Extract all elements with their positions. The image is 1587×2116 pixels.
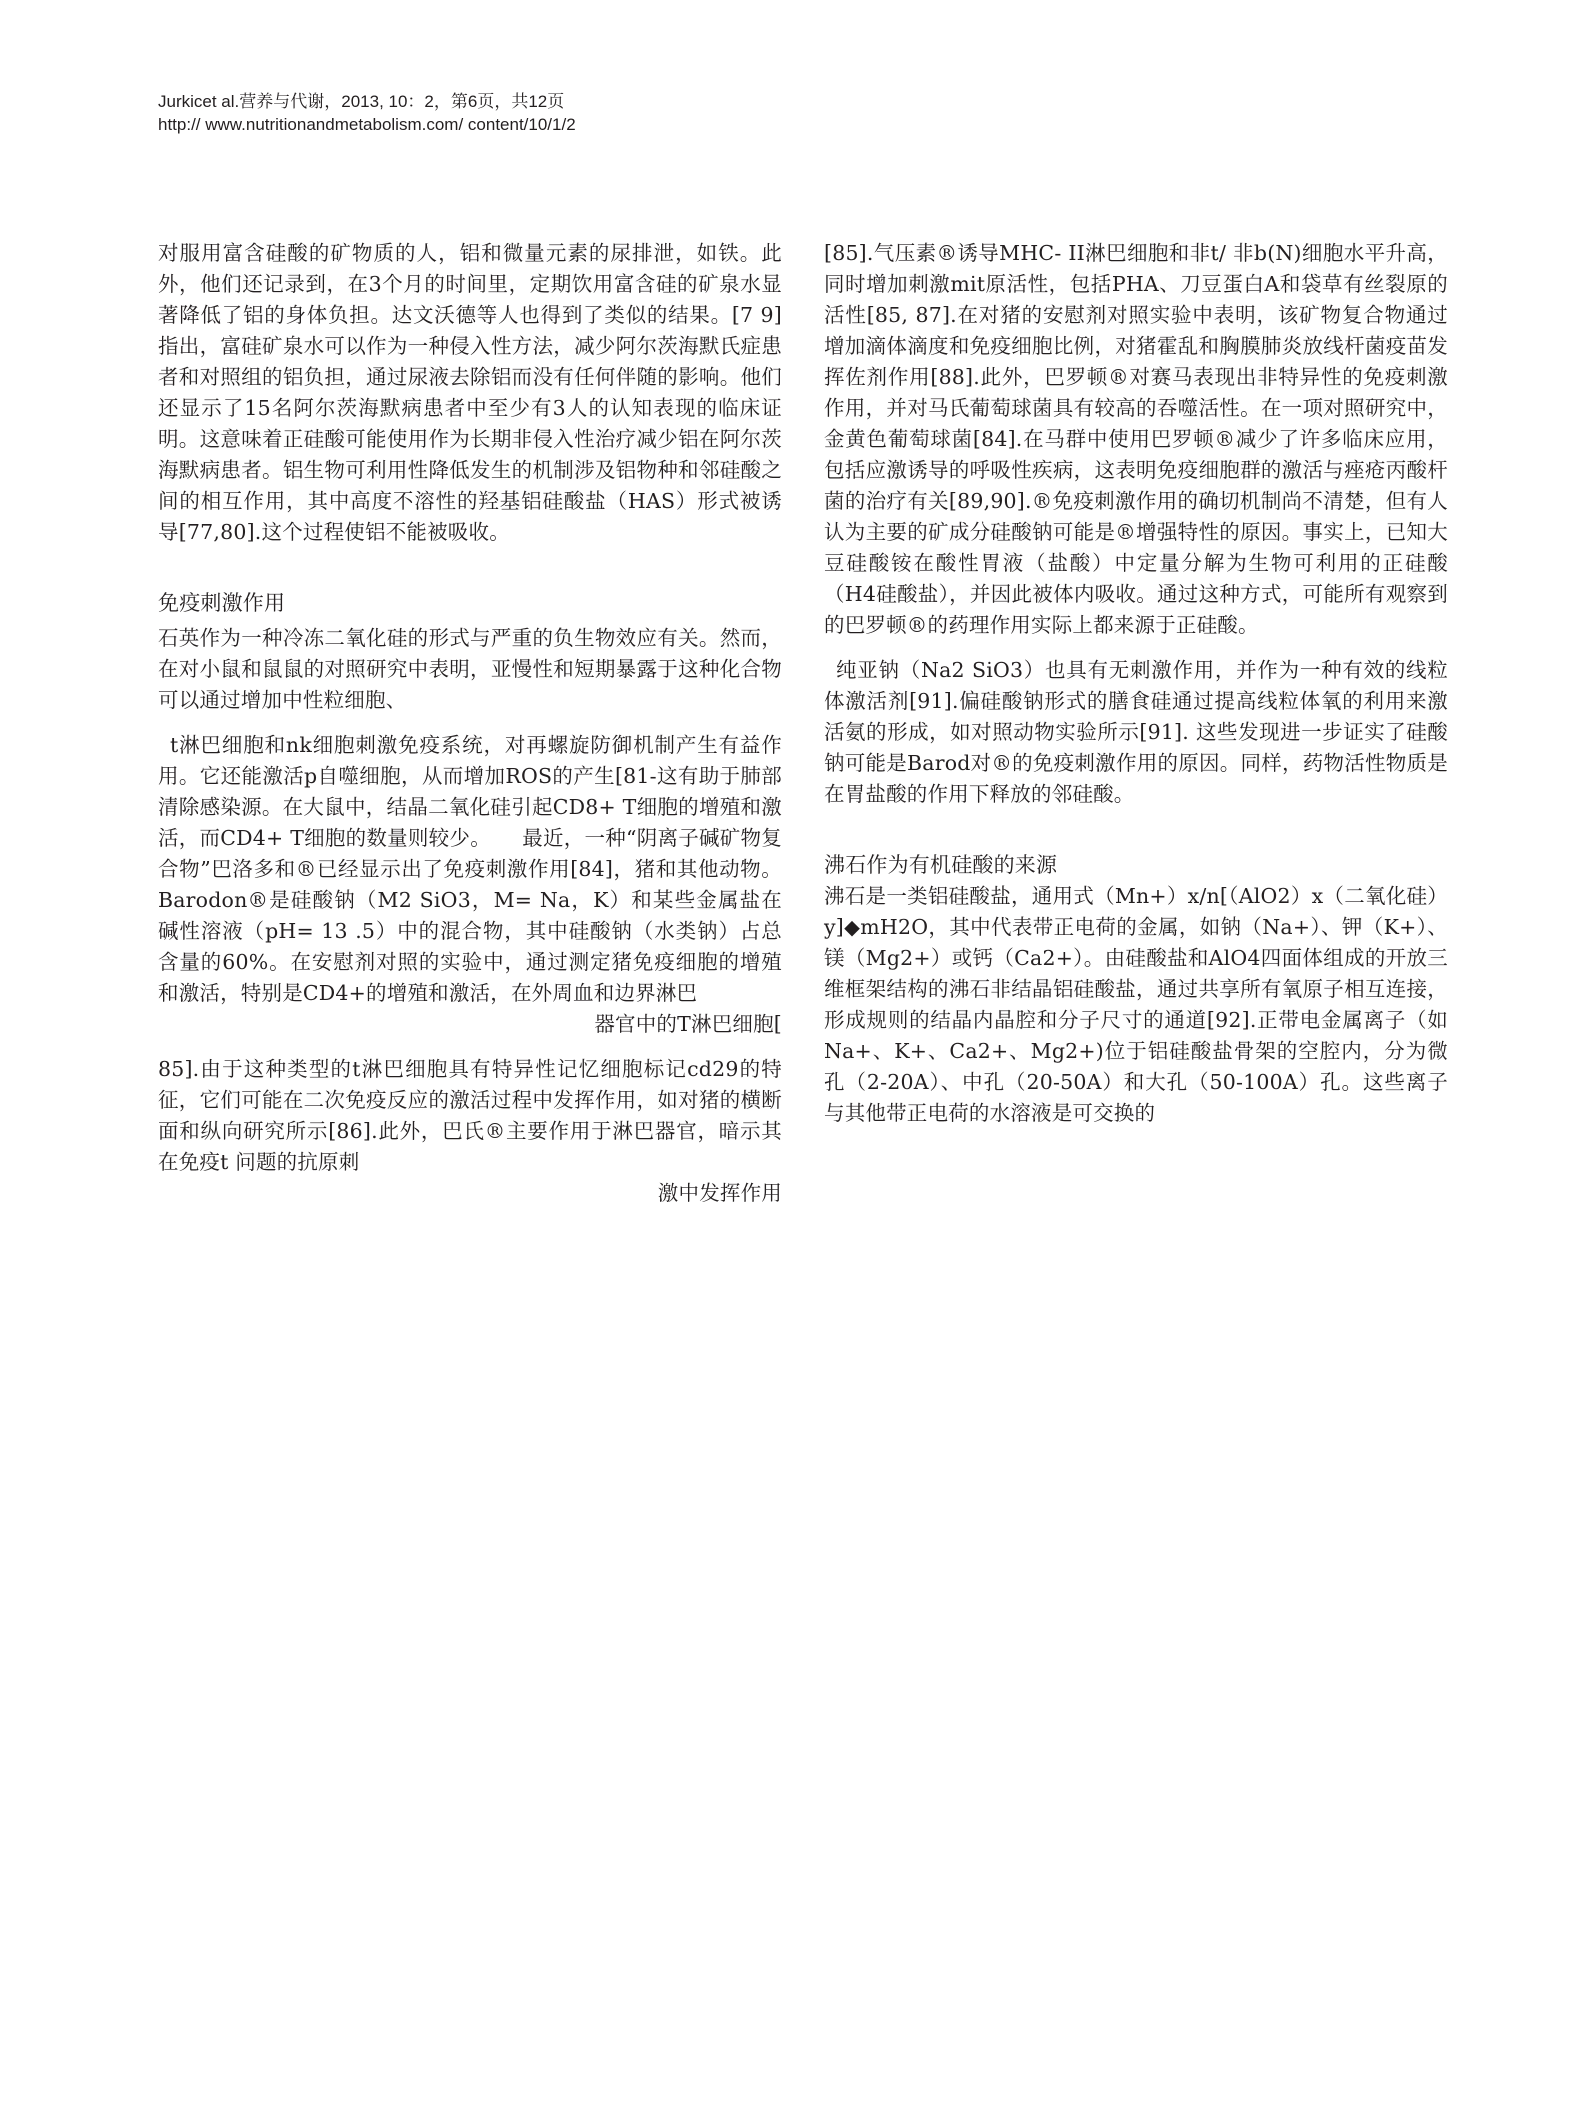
section-heading-immunostimulation: 免疫刺激作用 [158,591,286,615]
section-heading-zeolite: 沸石作为有机硅酸的来源 [824,853,1058,877]
left-paragraph-3-end: 器官中的T淋巴细胞[ [594,1012,782,1036]
url-line: http:// www.nutritionandmetabolism.com/ content/10/1/2 [158,115,576,134]
right-column [824,238,1448,1129]
left-column [158,238,782,1209]
left-paragraph-3: t淋巴细胞和nk细胞刺激免疫系统，对再螺旋防御机制产生有益作用。它还能激活p自噬细胞，从而增加ROS的产生[81-这有助于肺部清除感染源。在大鼠中，结晶二氧化硅引起CD8+ T细胞的增殖和激活，而CD4+ T细胞的数量则较少。 最近，一种“阴离子碱矿物复合物”巴洛多和®已经显示出了免疫刺激作用[84]，猪和其他动物。Barodon®是硅酸钠（M2 SiO3，M= Na，K）和某些金属盐在碱性溶液（pH= 13 .5）中的混合物，其中硅酸钠（水类钠）占总含量的60%。在安慰剂对照的实验中，通过测定猪免疫细胞的增殖和激活，特别是CD4+的增殖和激活，在外周血和边界淋巴 [158,733,782,1005]
right-paragraph-1: [85].气压素®诱导MHC- II淋巴细胞和非t/ 非b(N)细胞水平升高，同时增加刺激mit原活性，包括PHA、刀豆蛋白A和袋草有丝裂原的活性[85, 87].在对猪的安慰剂对照实验中表明，该矿物复合物通过增加滴体滴度和免疫细胞比例，对猪霍乱和胸膜肺炎放线杆菌疫苗发挥佐剂作用[88].此外，巴罗顿®对赛马表现出非特异性的免疫刺激作用，并对马氏葡萄球菌具有较高的吞噬活性。在一项对照研究中，金黄色葡萄球菌[84].在马群中使用巴罗顿®减少了许多临床应用，包括应激诱导的呼吸性疾病，这表明免疫细胞群的激活与痤疮丙酸杆菌的治疗有关[89,90].®免疫刺激作用的确切机制尚不清楚，但有人认为主要的矿成分硅酸钠可能是®增强特性的原因。事实上，已知大豆硅酸铵在酸性胃液（盐酸）中定量分解为生物可利用的正硅酸（H4硅酸盐），并因此被体内吸收。通过这种方式，可能所有观察到的巴罗顿®的药理作用实际上都来源于正硅酸。 [824,241,1448,637]
left-paragraph-2: 石英作为一种冷冻二氧化硅的形式与严重的负生物效应有关。然而，在对小鼠和鼠鼠的对照研究中表明，亚慢性和短期暴露于这种化合物可以通过增加中性粒细胞、 [158,626,782,712]
left-paragraph-1: 对服用富含硅酸的矿物质的人，铝和微量元素的尿排泄，如铁。此外，他们还记录到，在3个月的时间里，定期饮用富含硅的矿泉水显著降低了铝的身体负担。达文沃德等人也得到了类似的结果。[7 9] 指出，富硅矿泉水可以作为一种侵入性方法，减少阿尔茨海默氏症患者和对照组的铝负担，通过尿液去除铝而没有任何伴随的影响。他们还显示了15名阿尔茨海默病患者中至少有3人的认知表现的临床证明。这意味着正硅酸可能使用作为长期非侵入性治疗减少铝在阿尔茨海默病患者。铝生物可利用性降低发生的机制涉及铝物种和邻硅酸之间的相互作用，其中高度不溶性的羟基铝硅酸盐（HAS）形式被诱导[77,80].这个过程使铝不能被吸收。 [158,241,782,544]
left-paragraph-4: 85].由于这种类型的t淋巴细胞具有特异性记忆细胞标记cd29的特征，它们可能在二次免疫反应的激活过程中发挥作用，如对猪的横断面和纵向研究所示[86].此外，巴氏®主要作用于淋巴器官，暗示其在免疫t 问题的抗原刺 [158,1057,782,1174]
left-paragraph-4-end: 激中发挥作用 [657,1181,782,1205]
page-header [158,90,576,136]
right-paragraph-3: 沸石是一类铝硅酸盐，通用式（Mn+）x/n[（AlO2）x（二氧化硅）y]◆mH2O，其中代表带正电荷的金属，如钠（Na+）、钾（K+）、镁（Mg2+）或钙（Ca2+）。由硅酸盐和AlO4四面体组成的开放三维框架结构的沸石非结晶铝硅酸盐，通过共享所有氧原子相互连接，形成规则的结晶内晶腔和分子尺寸的通道[92].正带电金属离子（如Na+、K+、Ca2+、Mg2+)位于铝硅酸盐骨架的空腔内，分为微孔（2-20A）、中孔（20-50A）和大孔（50-100A）孔。这些离子与其他带正电荷的水溶液是可交换的 [824,884,1448,1125]
citation-line: Jurkicet al.营养与代谢，2013, 10：2，第6页，共12页 [158,92,565,111]
right-paragraph-2: 纯亚钠（Na2 SiO3）也具有无刺激作用，并作为一种有效的线粒体激活剂[91].偏硅酸钠形式的膳食硅通过提高线粒体氧的利用来激活氨的形成，如对照动物实验所示[91]. 这些发现进一步证实了硅酸钠可能是Barod对®的免疫刺激作用的原因。同样，药物活性物质是在胃盐酸的作用下释放的邻硅酸。 [824,658,1448,806]
